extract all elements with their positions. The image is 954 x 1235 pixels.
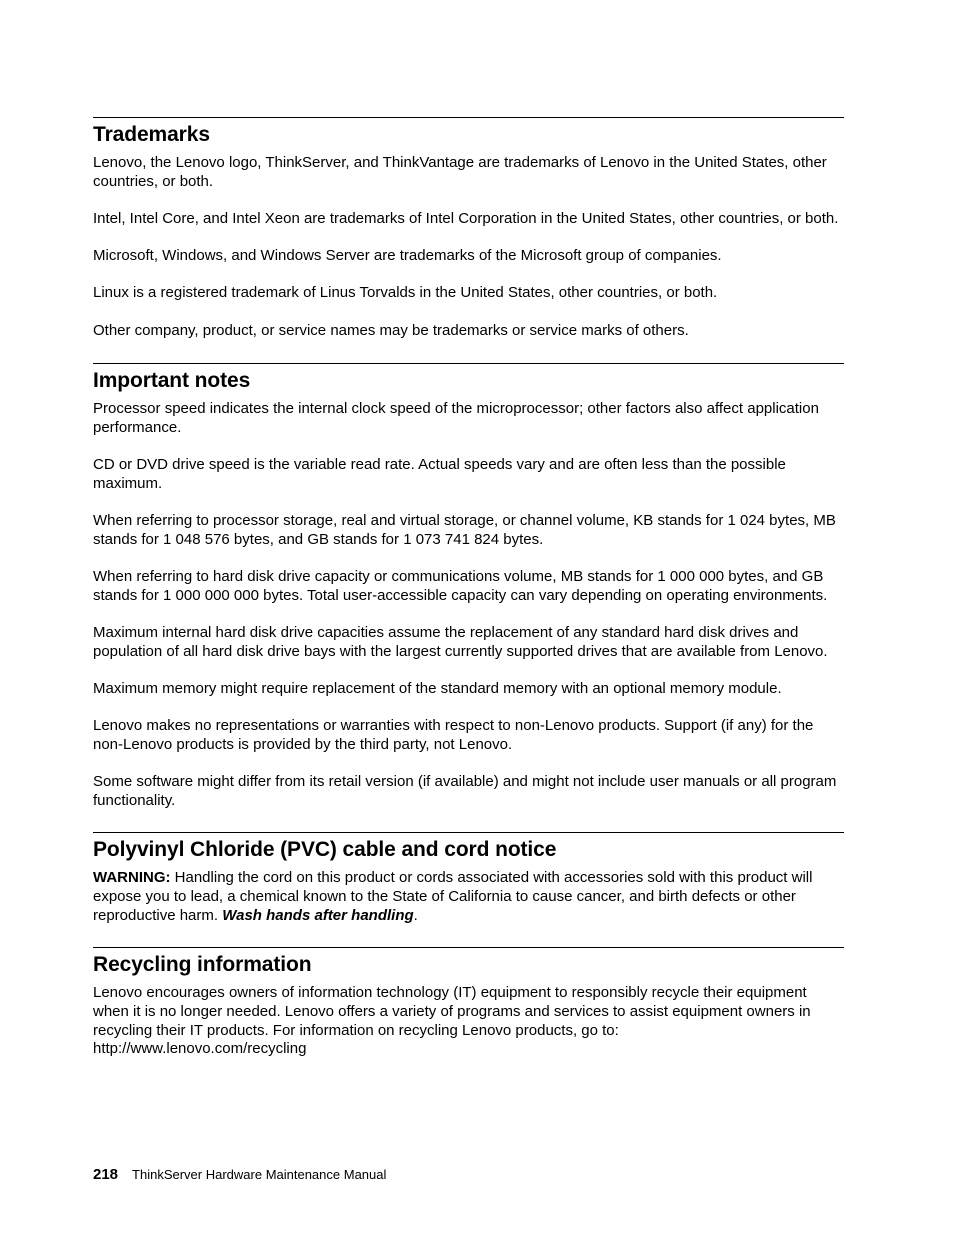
recycling-text: Lenovo encourages owners of information technology (IT) equipment to responsibly recycle their equipment when it is no longer needed. Lenovo offers a variety of programs and services to assist equipment owners in recycling their IT products. For information on recycling Lenovo products, go to: <box>93 984 811 1039</box>
paragraph: Maximum internal hard disk drive capacities assume the replacement of any standard hard disk drives and population of all hard disk drive bays with the largest currently supported drives that are available from Lenovo. <box>93 623 828 660</box>
section-recycling <box>93 947 844 1059</box>
section-title: Trademarks <box>93 123 210 146</box>
warning-text: Handling the cord on this product or cords associated with accessories sold with this product will expose you to lead, a chemical known to the State of California to cause cancer, and birth defects or other reproductive harm. <box>93 869 813 924</box>
page-number: 218 <box>93 1166 119 1183</box>
paragraph: Other company, product, or service names may be trademarks or service marks of others. <box>93 321 689 339</box>
page-footer <box>93 1166 386 1184</box>
page-content <box>93 117 844 1059</box>
end-punctuation: . <box>413 906 418 924</box>
paragraph: When referring to processor storage, real and virtual storage, or channel volume, KB stands for 1 024 bytes, MB stands for 1 048 576 bytes, and GB stands for 1 073 741 824 bytes. <box>93 512 836 548</box>
section-trademarks <box>93 117 844 340</box>
section-pvc-notice <box>93 832 844 925</box>
paragraph <box>93 984 844 1059</box>
section-title: Recycling information <box>93 953 312 977</box>
paragraph: Intel, Intel Core, and Intel Xeon are trademarks of Intel Corporation in the United States, other countries, or both. <box>93 209 839 227</box>
paragraph: Microsoft, Windows, and Windows Server are trademarks of the Microsoft group of companies. <box>93 247 722 265</box>
paragraph: Lenovo, the Lenovo logo, ThinkServer, and ThinkVantage are trademarks of Lenovo in the United States, other countries, or both. <box>93 154 827 190</box>
paragraph: When referring to hard disk drive capacity or communications volume, MB stands for 1 000 000 bytes, and GB stands for 1 000 000 000 bytes. Total user-accessible capacity can vary depending on operating environments. <box>93 567 828 604</box>
paragraph: CD or DVD drive speed is the variable read rate. Actual speeds vary and are often less than the possible maximum. <box>93 456 786 492</box>
warning-paragraph <box>93 869 844 925</box>
paragraph: Linux is a registered trademark of Linus Torvalds in the United States, other countries, or both. <box>93 284 718 302</box>
recycling-url[interactable]: http://www.lenovo.com/recycling <box>93 1040 307 1058</box>
section-title: Polyvinyl Chloride (PVC) cable and cord notice <box>93 838 557 862</box>
paragraph: Some software might differ from its retail version (if available) and might not include user manuals or all program functionality. <box>93 772 837 809</box>
warning-label: WARNING: <box>93 869 171 887</box>
paragraph: Processor speed indicates the internal clock speed of the microprocessor; other factors also affect application performance. <box>93 400 819 436</box>
section-important-notes <box>93 363 844 810</box>
section-title: Important notes <box>93 369 251 393</box>
paragraph: Maximum memory might require replacement of the standard memory with an optional memory module. <box>93 679 782 697</box>
paragraph: Lenovo makes no representations or warranties with respect to non-Lenovo products. Support (if any) for the non-Lenovo products is provided by the third party, not Lenovo. <box>93 716 814 753</box>
wash-hands-text: Wash hands after handling <box>222 906 414 924</box>
manual-title: ThinkServer Hardware Maintenance Manual <box>132 1167 387 1182</box>
